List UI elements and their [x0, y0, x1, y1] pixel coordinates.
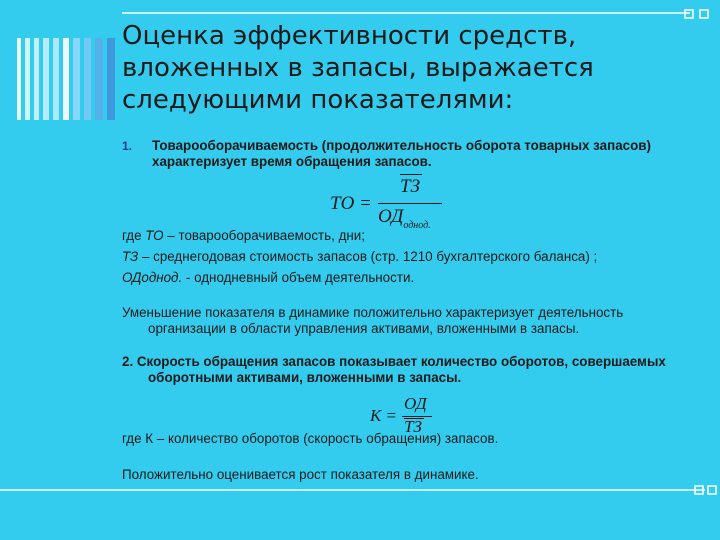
list-number: 1. [122, 139, 133, 153]
slide-title: Оценка эффективности средств, вложенных в запасы, выражается следующими показателями: [122, 21, 594, 115]
list-item-2: 2. Скорость обращения запасов показывает количество оборотов, совершаемых оборотными активами, вложенными в запасы. [122, 354, 666, 385]
formula-denominator: $ОД_{однод.}$ [378, 206, 431, 231]
formula2-numerator: ОД [404, 394, 427, 413]
square-mark-top-2 [700, 10, 708, 18]
stripe-columns [17, 38, 115, 120]
formula2-denominator: ТЗ [404, 417, 422, 437]
paragraph-decrease: Уменьшение показателя в динамике положительно характеризует деятельность организации в области управления активами, вложенными в запасы. [122, 305, 624, 336]
paragraph-growth: Положительно оценивается рост показателя в динамике. [122, 467, 479, 482]
formula-numerator: ТЗ [400, 176, 420, 198]
formula2-lhs: К = [370, 406, 398, 425]
overline-2 [404, 418, 424, 419]
definition-tz: ТЗ – среднегодовая стоимость запасов (стр. 1210 бухгалтерского баланса) ; [122, 249, 598, 264]
definition-to: где ТО – товарооборачиваемость, дни; [122, 228, 365, 243]
definition-od: ОДоднод. - однодневный объем деятельности. [122, 270, 415, 285]
square-mark-bottom-2 [708, 486, 716, 494]
overline [400, 174, 422, 175]
list-item-text: Товарооборачиваемость (продолжительность оборота товарных запасов) характеризует время обращения запасов. [152, 138, 651, 169]
square-mark-top [685, 10, 693, 18]
formula-lhs: ТО = [330, 193, 372, 214]
formula-subscript: однод. [403, 220, 431, 231]
list-item-1 [122, 138, 692, 170]
formula-turnover [330, 176, 460, 230]
definition-k: где К – количество оборотов (скорость обращения) запасов. [122, 431, 499, 446]
fraction-bar [378, 203, 442, 204]
